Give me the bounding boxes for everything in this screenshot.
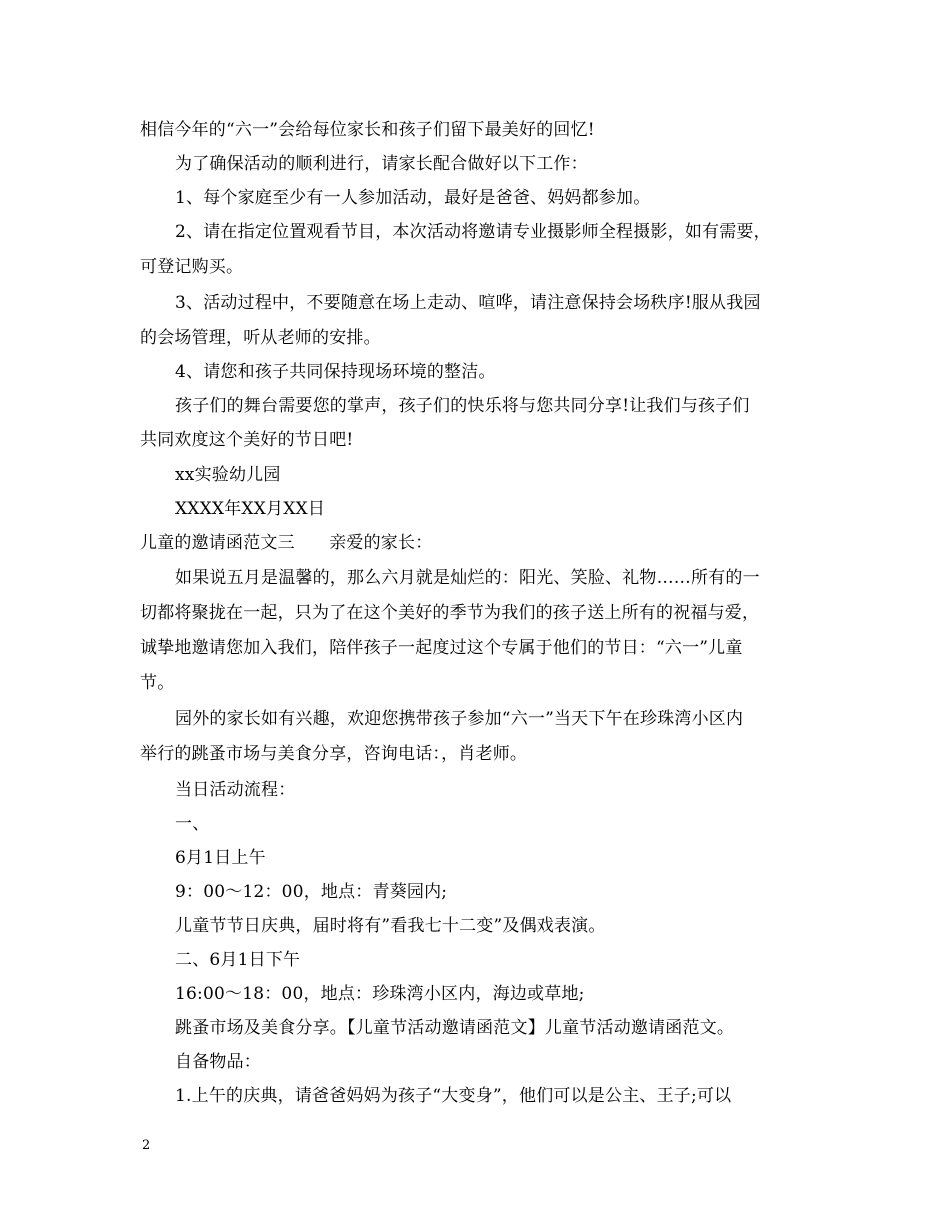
text-line: 4、请您和孩子共同保持现场环境的整洁。	[175, 362, 496, 382]
text-line: 可登记购买。	[140, 257, 244, 277]
text-line: 共同欢度这个美好的节日吧!	[140, 430, 354, 450]
text-line: 切都将聚拢在一起，只为了在这个美好的季节为我们的孩子送上所有的祝福与爱，	[140, 603, 760, 623]
text-line: 自备物品：	[175, 1052, 261, 1072]
text-line: 儿童节节日庆典，届时将有”看我七十二变”及偶戏表演。	[175, 916, 606, 936]
text-line: 2、请在指定位置观看节目，本次活动将邀请专业摄影师全程摄影，如有需要，	[175, 222, 771, 242]
text-line: 一、	[175, 814, 210, 834]
text-line: xx实验幼儿园	[175, 465, 281, 485]
text-line: 9：00～12：00，地点：青葵园内;	[175, 882, 448, 902]
text-line: 诚挚地邀请您加入我们，陪伴孩子一起度过这个专属于他们的节日：“六一”儿童	[140, 638, 743, 658]
text-line: XXXX年XX月XX日	[175, 499, 326, 519]
text-line: 二、6月1日下午	[175, 950, 301, 970]
text-line: 3、活动过程中，不要随意在场上走动、喧哗，请注意保持会场秩序!服从我园	[175, 293, 761, 313]
text-line: 园外的家长如有兴趣，欢迎您携带孩子参加“六一”当天下午在珍珠湾小区内	[175, 709, 744, 729]
text-line: 如果说五月是温馨的，那么六月就是灿烂的：阳光、笑脸、礼物……所有的一	[175, 568, 760, 588]
text-line: 节。	[140, 673, 175, 693]
text-line: 孩子们的舞台需要您的掌声，孩子们的快乐将与您共同分享!让我们与孩子们	[175, 396, 750, 416]
text-line: 跳蚤市场及美食分享。【儿童节活动邀请函范文】儿童节活动邀请函范文。	[175, 1018, 735, 1038]
text-line: 儿童的邀请函范文三 亲爱的家长：	[140, 533, 433, 553]
text-line: 举行的跳蚤市场与美食分享，咨询电话：，肖老师。	[140, 744, 528, 764]
text-line: 1、每个家庭至少有一人参加活动，最好是爸爸、妈妈都参加。	[175, 188, 651, 208]
text-line: 16:00～18：00，地点：珍珠湾小区内，海边或草地;	[175, 984, 585, 1004]
text-line: 当日活动流程：	[175, 780, 296, 800]
text-line: 6月1日上午	[175, 848, 266, 868]
page-number: 2	[142, 1138, 151, 1153]
text-line: 为了确保活动的顺利进行，请家长配合做好以下工作：	[175, 154, 588, 174]
text-line: 的会场管理，听从老师的安排。	[140, 328, 381, 348]
text-line: 相信今年的“六一”会给每位家长和孩子们留下最美好的回忆!	[140, 120, 595, 140]
text-line: 1.上午的庆典，请爸爸妈妈为孩子“大变身”，他们可以是公主、王子;可以	[175, 1086, 732, 1106]
